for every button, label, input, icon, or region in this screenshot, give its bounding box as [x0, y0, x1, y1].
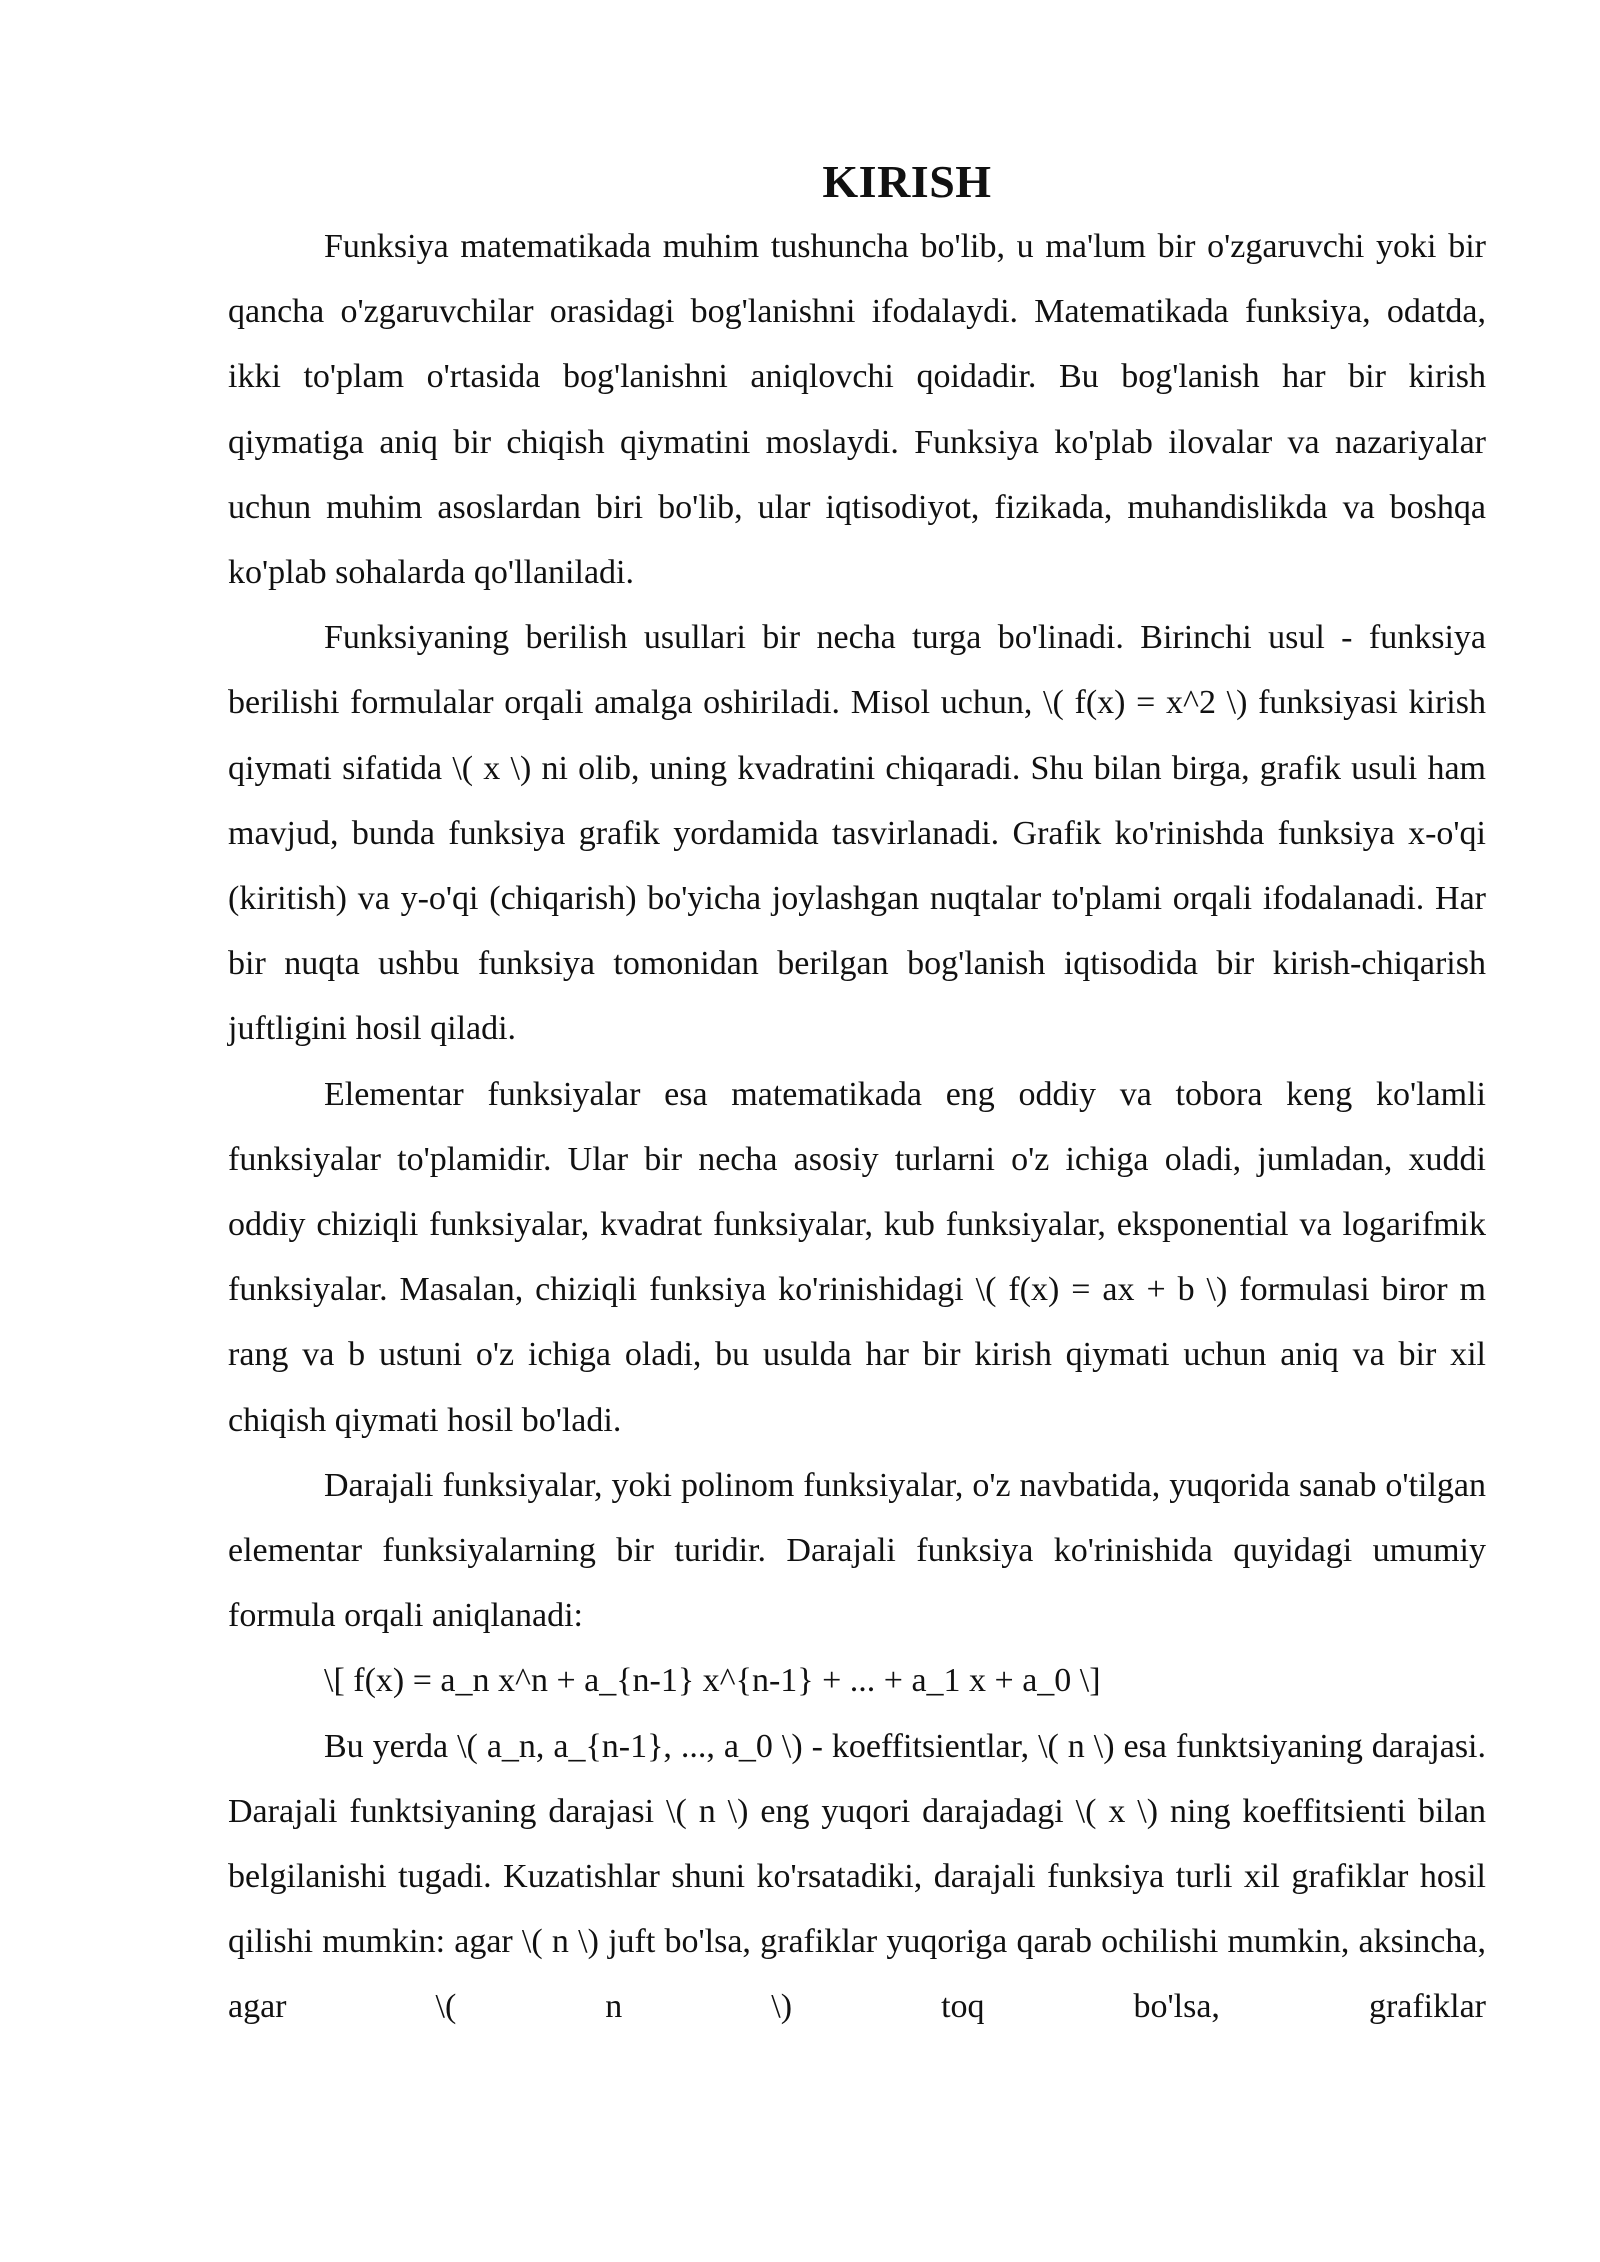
- paragraph-elementary-functions: Elementar funksiyalar esa matematikada eng oddiy va tobora keng ko'lamli funksiyalar to'plamidir. Ular bir necha asosiy turlarni o'z ichiga oladi, jumladan, xuddi oddiy chiziqli funksiyalar, kvadrat funksiyalar, kub funksiyalar, eksponential va logarifmik funksiyalar. Masalan, chiziqli funksiya ko'rinishidagi \( f(x) = ax + b \) formulasi biror m rang va b ustuni o'z ichiga oladi, bu usulda har bir kirish qiymati uchun aniq va bir xil chiqish qiymati hosil bo'ladi.: [228, 1075, 1486, 1439]
- paragraph-definition-methods: Funksiyaning berilish usullari bir necha turga bo'linadi. Birinchi usul - funksiya berilishi formulalar orqali amalga oshiriladi. Misol uchun, \( f(x) = x^2 \) funksiyasi kirish qiymati sifatida \( x \) ni olib, uning kvadratini chiqaradi. Shu bilan birga, grafik usuli ham mavjud, bunda funksiya grafik yordamida tasvirlanadi. Grafik ko'rinishda funksiya x-o'qi (kiritish) va y-o'qi (chiqarish) bo'yicha joylashgan nuqtalar to'plami orqali ifodalanadi. Har bir nuqta ushbu funksiya tomonidan berilgan bog'lanish iqtisodida bir kirish-chiqarish juftligini hosil qiladi.: [228, 619, 1486, 1048]
- paragraph-power-functions: Darajali funksiyalar, yoki polinom funksiyalar, o'z navbatida, yuqorida sanab o'tilgan elementar funksiyalarning bir turidir. Darajali funksiya ko'rinishida quyidagi umumiy formula orqali aniqlanadi:: [228, 1466, 1486, 1635]
- document-page: [228, 150, 1486, 2040]
- paragraph-intro: Funksiya matematikada muhim tushuncha bo'lib, u ma'lum bir o'zgaruvchi yoki bir qancha o'zgaruvchilar orasidagi bog'lanishni ifodalaydi. Matematikada funksiya, odatda, ikki to'plam o'rtasida bog'lanishni aniqlovchi qoidadir. Bu bog'lanish har bir kirish qiymatiga aniq bir chiqish qiymatini moslaydi. Funksiya ko'plab ilovalar va nazariyalar uchun muhim asoslardan biri bo'lib, ular iqtisodiyot, fizikada, muhandislikda va boshqa ko'plab sohalarda qo'llaniladi.: [228, 228, 1486, 592]
- paragraph-coefficients: Bu yerda \( a_n, a_{n-1}, ..., a_0 \) - koeffitsientlar, \( n \) esa funktsiyaning darajasi. Darajali funktsiyaning darajasi \( n \) eng yuqori darajadagi \( x \) ning koeffitsienti bilan belgilanishi tugadi. Kuzatishlar shuni ko'rsatadiki, darajali funksiya turli xil grafiklar hosil qilishi mumkin: agar \( n \) juft bo'lsa, grafiklar yuqoriga qarab ochilishi mumkin, aksincha, agar \( n \) toq bo'lsa, grafiklar: [228, 1727, 1486, 2026]
- polynomial-formula: \[ f(x) = a_n x^n + a_{n-1} x^{n-1} + ... + a_1 x + a_0 \]: [324, 1662, 1101, 1700]
- page-title: KIRISH: [822, 156, 992, 207]
